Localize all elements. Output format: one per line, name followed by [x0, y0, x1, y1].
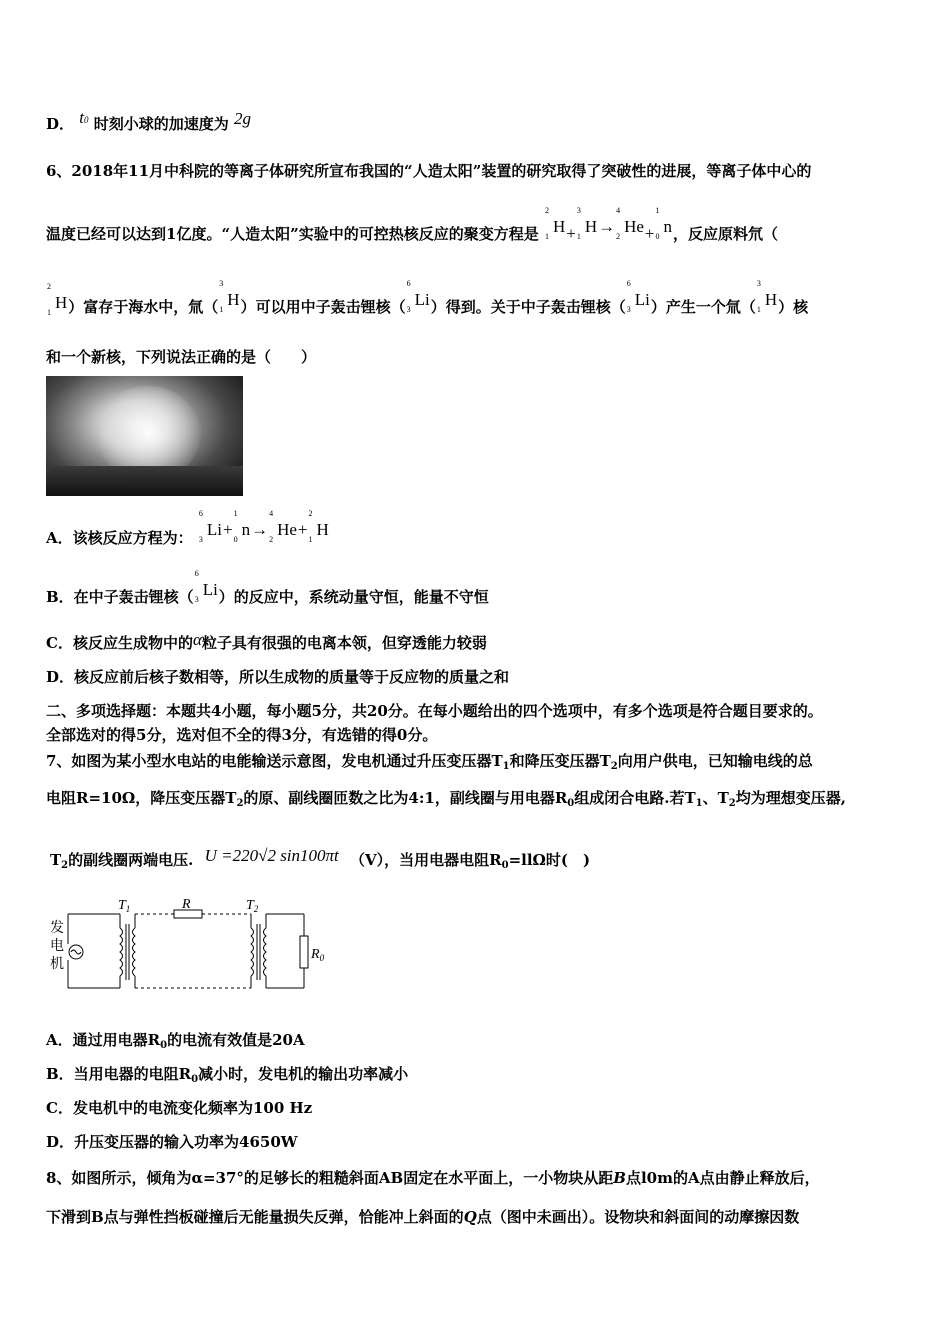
load-resistor-r0	[300, 936, 308, 968]
q8-line-1: 8、如图所示，倾角为α=37°的足够长的粗糙斜面AB固定在水平面上，一小物块从距B点l0m的A点由静止释放后，	[46, 1169, 820, 1187]
q7-option-a: A．通过用电器$R_0$的电流有效值是20A	[46, 1031, 305, 1051]
q6-option-d: D．核反应前后核子数相等，所以生成物的质量等于反应物的质量之和	[46, 668, 510, 686]
section-2-line-2: 全部选对的得5分，选对但不全的得3分，有选错的得0分。	[46, 726, 438, 744]
generator-label-3: 机	[50, 957, 64, 972]
section-2-line-1: 二、多项选择题：本题共4小题，每小题5分，共20分。在每小题给出的四个选项中，有多个选项是符合题目要求的。	[46, 702, 823, 720]
q6-option-b: B．在中子轰击锂核（ 6 3 Li）的反应中，系统动量守恒，能量不守恒	[46, 569, 489, 606]
q6-line-4: 和一个新核，下列说法正确的是（ ）	[46, 348, 317, 366]
q6-line-2: 温度已经可以达到1亿度。“人造太阳”实验中的可控热核反应的聚变方程是 2 1 H+ 3 1 H→ 4 2 He+ 1 0 n，反应原料氘（	[46, 206, 779, 243]
q7-line-3: $T_2$的副线圈两端电压. U =220√2 sin100πt （V），当用电器电阻$R_0=ll\Omega$时( )	[50, 846, 591, 871]
q7-option-d: D．升压变压器的输入功率为4650W	[46, 1133, 298, 1151]
artificial-sun-photo	[46, 376, 243, 496]
power-transmission-circuit	[46, 898, 346, 994]
generator-label-1: 发	[50, 921, 64, 936]
q7-option-b: B．当用电器的电阻$R_0$减小时，发电机的输出功率减小	[46, 1065, 409, 1085]
q7-line-1: 7、如图为某小型水电站的电能输送示意图，发电机通过升压变压器$T_1$和降压变压器$T_2$向用户供电，已知输电线的总	[46, 752, 813, 772]
q6-line-3: 2 1 H）富存于海水中，氚（ 3 1 H）可以用中子轰击锂核（ 6 3 Li）得到。关于中子轰击锂核（ 6 3 Li）产生一个氚（ 3 1 H）核	[47, 279, 809, 317]
q6-option-c: C．核反应生成物中的α粒子具有很强的电离本领，但穿透能力较弱	[46, 630, 487, 652]
t1-label: $T_1$	[118, 898, 131, 914]
t2-label: $T_2$	[246, 898, 259, 914]
q8-line-2: 下滑到B点与弹性挡板碰撞后无能量损失反弹，恰能冲上斜面的Q点（图中未画出）。设物块和斜面间的动摩擦因数	[46, 1208, 800, 1226]
q6-option-a: A．该核反应方程为： 6 3 Li+ 1 0 n→ 4 2 He+ 2 1 H	[46, 509, 329, 547]
r0-label: $R_0$	[311, 947, 325, 963]
q7-line-2: 电阻R=10Ω，降压变压器$T_2$的原、副线圈匝数之比为4:1，副线圈与用电器$R_0$组成闭合电路.若$T_1$、$T_2$均为理想变压器,	[46, 789, 846, 809]
q5-option-d: D． t0 时刻小球的加速度为 2g	[46, 108, 251, 133]
generator-label-2: 电	[50, 939, 64, 954]
q7-option-c: C．发电机中的电流变化频率为100 Hz	[46, 1099, 313, 1117]
r-label: R	[182, 898, 191, 912]
q6-line-1: 6、2018年11月中科院的等离子体研究所宣布我国的“人造太阳”装置的研究取得了突破性的进展，等离子体中心的	[46, 162, 812, 180]
